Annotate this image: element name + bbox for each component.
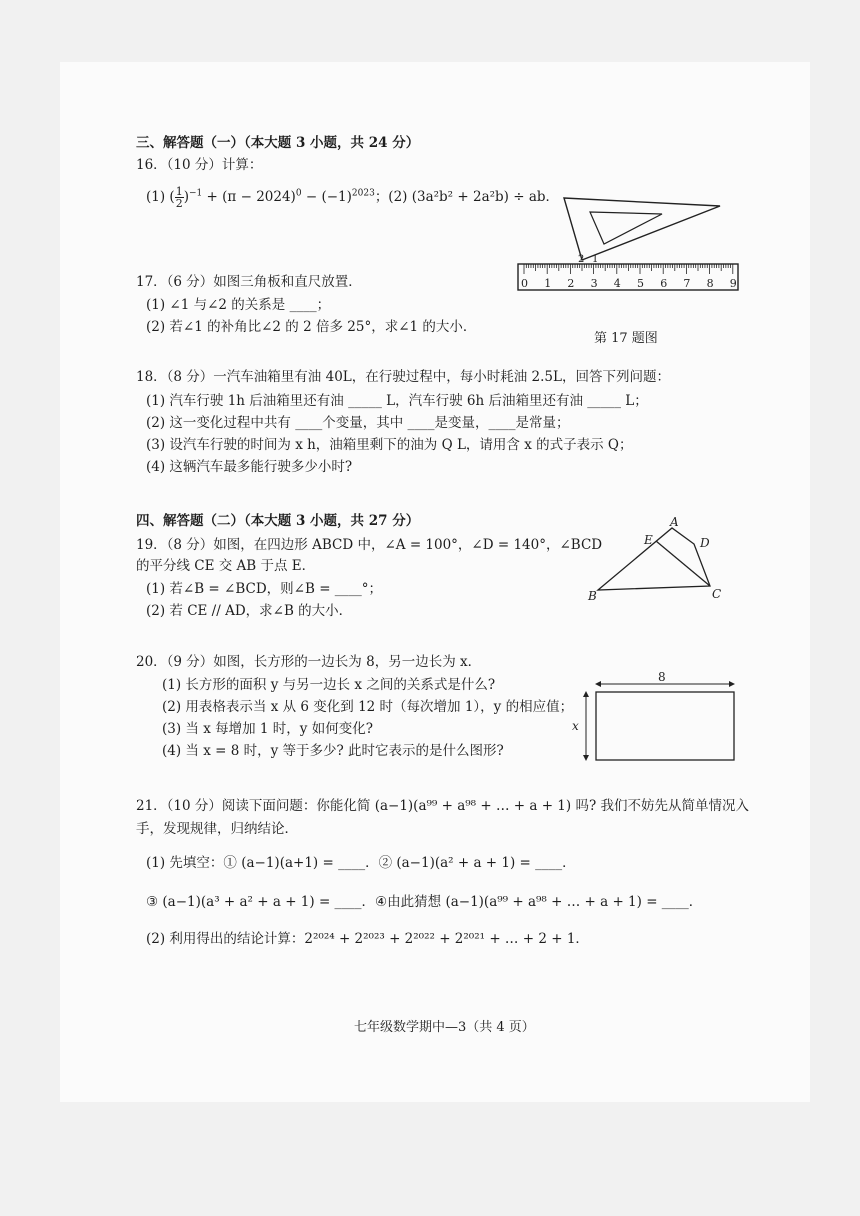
vertex-C: C xyxy=(712,587,722,601)
q19-p1: (1) 若∠B = ∠BCD，则∠B = ____°； xyxy=(146,581,383,597)
q17-figure xyxy=(512,190,744,302)
q16-p2: ；(2) (3a²b² + 2a²b) ÷ ab． xyxy=(374,189,560,205)
vertex-A: A xyxy=(670,515,679,529)
q18-head: 18．（8 分）一汽车油箱里有油 40L，在行驶过程中，每小时耗油 2.5L，回答下列问题： xyxy=(136,369,670,385)
q16-p1-expr: ( $\frac{1}{2}$ )$^{-1} + (\pi - 2024)^0 - (-1)^{2023}$ xyxy=(169,185,375,210)
q17-caption: 第 17 题图 xyxy=(594,331,658,346)
ruler-tick-label: 6 xyxy=(660,277,668,290)
ruler-tick-label: 1 xyxy=(544,277,552,290)
ruler-tick-label: 0 xyxy=(521,277,528,290)
q16-p1-label: (1) xyxy=(146,189,166,205)
q21-head: 21．（10 分）阅读下面问题：你能化简 (a−1)(a⁹⁹ + a⁹⁸ + … + a + 1) 吗? 我们不妨先从简单情况入 xyxy=(136,798,749,814)
section-4-title: 四、解答题（二）（本大题 3 小题，共 27 分） xyxy=(136,513,420,529)
q17-p2: (2) 若∠1 的补角比∠2 的 2 倍多 25°，求∠1 的大小． xyxy=(146,319,477,335)
rect-top-label: 8 xyxy=(658,672,666,684)
q16-head: 16．（10 分）计算： xyxy=(136,157,263,173)
q20-figure xyxy=(568,672,738,764)
vertex-E: E xyxy=(644,533,653,547)
page-footer: 七年级数学期中—3（共 4 页） xyxy=(354,1020,535,1035)
q21-p2: (2) 利用得出的结论计算：2²⁰²⁴ + 2²⁰²³ + 2²⁰²² + 2²⁰²¹ + … + 2 + 1． xyxy=(146,931,589,947)
section-3-title: 三、解答题（一）（本大题 3 小题，共 24 分） xyxy=(136,135,420,151)
vertex-B: B xyxy=(588,589,597,603)
q21-p1b: ③ (a−1)(a³ + a² + a + 1) = ____．④由此猜想 (a−1)(a⁹⁹ + a⁹⁸ + … + a + 1) = ____． xyxy=(146,894,703,910)
ruler-tick-label: 3 xyxy=(590,277,598,290)
q18-p2: (2) 这一变化过程中共有 ____个变量，其中 ____是变量，____是常量； xyxy=(146,415,570,431)
ruler-tick-label: 5 xyxy=(637,277,644,290)
ruler-tick-label: 4 xyxy=(613,277,621,290)
angle-2-label: 2 xyxy=(578,254,585,265)
q19-head: 19．（8 分）如图，在四边形 ABCD 中，∠A = 100°，∠D = 140°，∠BCD xyxy=(136,537,603,553)
half-fraction: $\frac{1}{2}$ xyxy=(175,185,183,210)
q19-p2: (2) 若 CE // AD，求∠B 的大小． xyxy=(146,603,353,619)
q18-p4: (4) 这辆汽车最多能行驶多少小时? xyxy=(146,459,353,475)
vertex-D: D xyxy=(700,536,710,550)
q20-head: 20．（9 分）如图，长方形的一边长为 8，另一边长为 x． xyxy=(136,654,482,670)
ruler-tick-label: 8 xyxy=(706,277,714,290)
rect-side-label: x xyxy=(572,719,579,733)
ruler-tick-label: 9 xyxy=(729,277,737,290)
q16-parts xyxy=(146,182,559,212)
ruler-tick-label: 7 xyxy=(683,277,691,290)
q19-figure xyxy=(582,514,732,604)
q17-p1: (1) ∠1 与∠2 的关系是 ____； xyxy=(146,297,331,313)
q20-p2: (2) 用表格表示当 x 从 6 变化到 12 时（每次增加 1），y 的相应值； xyxy=(162,699,574,715)
q21-p1: (1) 先填空：① (a−1)(a+1) = ____．② (a−1)(a² + a + 1) = ____． xyxy=(146,855,576,871)
q19-head2: 的平分线 CE 交 AB 于点 E． xyxy=(136,558,316,574)
q20-p1: (1) 长方形的面积 y 与另一边长 x 之间的关系式是什么? xyxy=(162,677,496,693)
q18-p3: (3) 设汽车行驶的时间为 x h，油箱里剩下的油为 Q L，请用含 x 的式子表示 Q； xyxy=(146,437,633,453)
q18-p1: (1) 汽车行驶 1h 后油箱里还有油 _____ L，汽车行驶 6h 后油箱里还有油 _____ L； xyxy=(146,393,648,409)
q17-head: 17．（6 分）如图三角板和直尺放置． xyxy=(136,274,362,290)
ruler-tick-label: 2 xyxy=(567,277,575,290)
q20-p4: (4) 当 x = 8 时，y 等于多少? 此时它表示的是什么图形? xyxy=(162,743,504,759)
angle-1-label: 1 xyxy=(592,254,599,265)
q20-p3: (3) 当 x 每增加 1 时，y 如何变化? xyxy=(162,721,373,737)
q21-head2: 手，发现规律，归纳结论． xyxy=(136,821,298,837)
